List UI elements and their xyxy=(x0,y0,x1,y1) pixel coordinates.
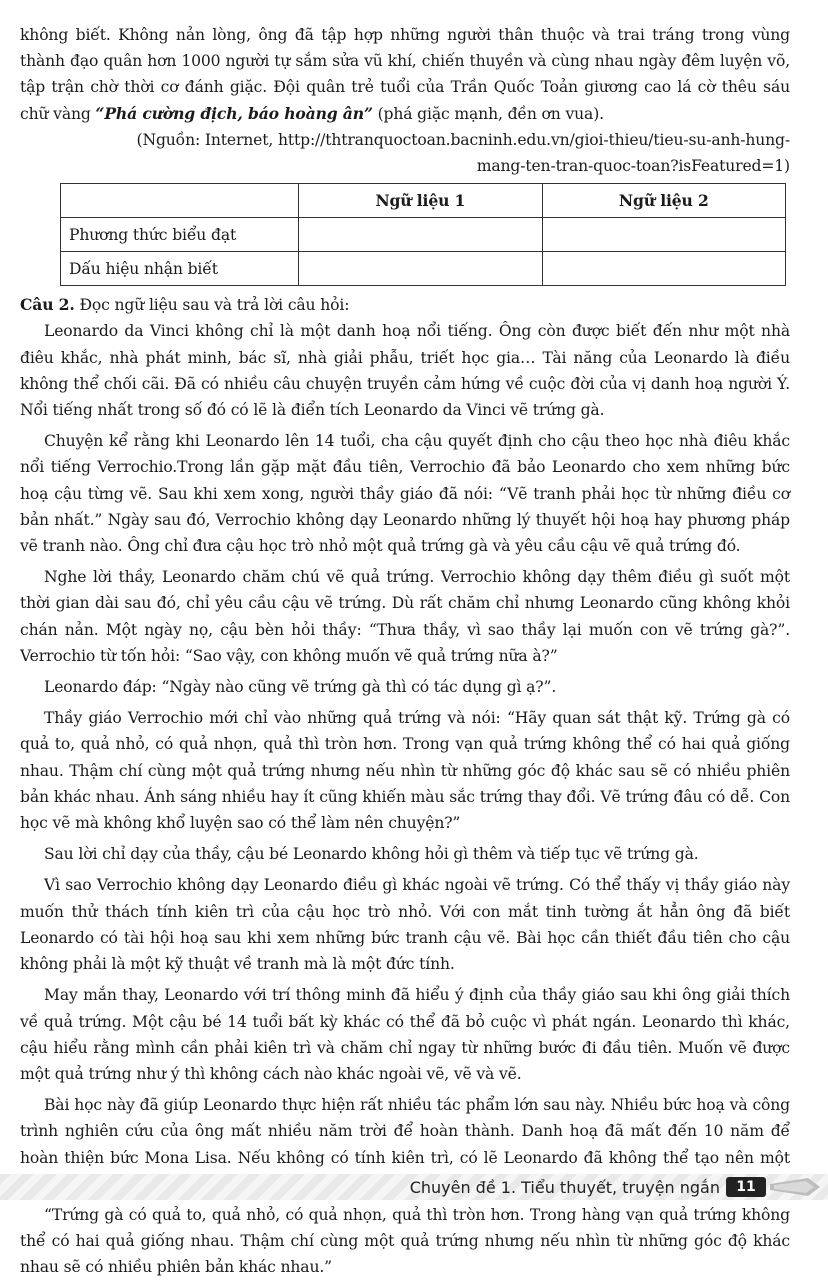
story-paragraph: Leonardo da Vinci không chỉ là một danh hoạ nổi tiếng. Ông còn được biết đến như một nhà điêu khắc, nhà phát minh, bác sĩ, nhà giải phẫu, triết học gia… Tài năng của Leonardo là điều không thể chối cãi. Đã có nhiều câu chuyện truyền cảm hứng về cuộc đời của vị danh hoạ người Ý. Nổi tiếng nhất trong số đó có lẽ là điển tích Leonardo da Vinci vẽ trứng gà. xyxy=(20,322,790,420)
page-body xyxy=(20,22,790,1281)
question-heading xyxy=(20,292,790,318)
page-number: 11 xyxy=(726,1177,766,1197)
intro-text: không biết. Không nản lòng, ông đã tập hợp những người thân thuộc và trai tráng trong vùng thành đạo quân hơn 1000 người tự sắm sửa vũ khí, chiến thuyền và cùng nhau ngày đêm luyện võ, tập trận chờ thời cơ đánh giặc. Đội quân trẻ tuổi của Trần Quốc Toản giương cao lá cờ thêu sáu chữ vàng xyxy=(20,26,790,123)
story-paragraph: Thầy giáo Verrochio mới chỉ vào những quả trứng và nói: “Hãy quan sát thật kỹ. Trứng gà có quả to, quả nhỏ, có quả nhọn, quả thì tròn hơn. Trong vạn quả trứng không thể có hai quả giống nhau. Thậm chí cùng một quả trứng nhưng nếu nhìn từ những góc độ khác sau sẽ có nhiều phiên bản khác nhau. Ánh sáng nhiều hay ít cũng khiến màu sắc trứng thay đổi. Vẽ trứng đâu có dễ. Con học vẽ mà không khổ luyện sao có thể làm nên chuyện?” xyxy=(20,709,790,833)
row-label: Phương thức biểu đạt xyxy=(61,218,299,252)
chapter-title: Chuyên đề 1. Tiểu thuyết, truyện ngắn xyxy=(409,1178,720,1197)
quote-paragraph: “Trứng gà có quả to, quả nhỏ, có quả nhọn, quả thì tròn hơn. Trong hàng vạn quả trứng không thể có hai quả giống nhau. Thậm chí cùng một quả trứng nhưng nếu nhìn từ những góc độ khác nhau sẽ có nhiều phiên bản khác nhau.” xyxy=(20,1205,790,1277)
table-cell[interactable] xyxy=(299,218,542,252)
comparison-table xyxy=(60,183,786,286)
story-paragraph: May mắn thay, Leonardo với trí thông minh đã hiểu ý định của thầy giáo sau khi ông giải thích về quả trứng. Một cậu bé 14 tuổi bất kỳ khác có thể đã bỏ cuộc vì phát ngán. Leonardo thì khác, cậu hiểu rằng mình cần phải kiên trì và chăm chỉ ngay từ những bước đi đầu tiên. Muốn vẽ được một quả trứng như ý thì không cách nào khác ngoài vẽ, vẽ và vẽ. xyxy=(20,986,790,1083)
table-header-ngu-lieu-2: Ngữ liệu 2 xyxy=(542,184,785,218)
table-header-empty xyxy=(61,184,299,218)
table-header-row xyxy=(61,184,786,218)
question-text: Đọc ngữ liệu sau và trả lời câu hỏi: xyxy=(74,296,350,315)
story-paragraph: Chuyện kể rằng khi Leonardo lên 14 tuổi, cha cậu quyết định cho cậu theo học nhà điêu khắc nổi tiếng Verrochio.Trong lần gặp mặt đầu tiên, Verrochio đã bảo Leonardo cho xem những bức hoạ cậu từng vẽ. Sau khi xem xong, người thầy giáo đã nói: “Vẽ tranh phải học từ những điều cơ bản nhất.” Ngày sau đó, Verrochio không dạy Leonardo những lý thuyết hội hoạ hay phương pháp vẽ tranh nào. Ông chỉ đưa cậu học trò nhỏ một quả trứng gà và yêu cầu cậu vẽ quả trứng đó. xyxy=(20,432,790,556)
story-paragraph: Leonardo đáp: “Ngày nào cũng vẽ trứng gà thì có tác dụng gì ạ?”. xyxy=(44,678,557,697)
intro-paragraph xyxy=(20,22,790,127)
source-citation: (Nguồn: Internet, http://thtranquoctoan.bacninh.edu.vn/gioi-thieu/tieu-su-anh-hung-mang-ten-tran-quoc-toan?isFeatured=1) xyxy=(136,130,790,176)
table-cell[interactable] xyxy=(542,218,785,252)
table-header-ngu-lieu-1: Ngữ liệu 1 xyxy=(299,184,542,218)
table-cell[interactable] xyxy=(542,252,785,286)
question-label: Câu 2. xyxy=(20,295,75,315)
story-paragraph: Sau lời chỉ dạy của thầy, cậu bé Leonardo không hỏi gì thêm và tiếp tục vẽ trứng gà. xyxy=(44,845,699,864)
arrow-decoration-icon xyxy=(768,1176,822,1198)
table-cell[interactable] xyxy=(299,252,542,286)
story-paragraph: Nghe lời thầy, Leonardo chăm chú vẽ quả trứng. Verrochio không dạy thêm điều gì suốt một thời gian dài sau đó, chỉ yêu cầu cậu vẽ trứng. Dù rất chăm chỉ nhưng Leonardo cũng không khỏi chán nản. Một ngày nọ, cậu bèn hỏi thầy: “Thưa thầy, vì sao thầy lại muốn con vẽ trứng gà?”. Verrochio từ tốn hỏi: “Sao vậy, con không muốn vẽ quả trứng nữa à?” xyxy=(20,568,790,665)
footer-band xyxy=(0,1174,828,1200)
story-paragraph: Vì sao Verrochio không dạy Leonardo điều gì khác ngoài vẽ trứng. Có thể thấy vị thầy giáo này muốn thử thách tính kiên trì của cậu học trò nhỏ. Với con mắt tinh tường ắt hẳn ông đã biết Leonardo có tài hội hoạ sau khi xem những bức tranh cậu vẽ. Bài học cần thiết đầu tiên cho cậu không phải là một kỹ thuật về tranh mà là một đức tính. xyxy=(20,876,790,974)
story-paragraph: Bài học này đã giúp Leonardo thực hiện rất nhiều tác phẩm lớn sau này. Nhiều bức hoạ và công trình nghiên cứu của ông mất nhiều năm trời để hoàn thành. Danh hoạ đã mất đến 10 năm để hoàn thiện bức Mona Lisa. Nếu không có tính kiên trì, có lẽ Leonardo đã không thể tạo nên một xyxy=(20,1096,790,1167)
banner-slogan: “Phá cường địch, báo hoàng ân” xyxy=(95,103,373,123)
table-row xyxy=(61,218,786,252)
table-row xyxy=(61,252,786,286)
intro-tail: (phá giặc mạnh, đền ơn vua). xyxy=(372,104,604,123)
row-label: Dấu hiệu nhận biết xyxy=(61,252,299,286)
